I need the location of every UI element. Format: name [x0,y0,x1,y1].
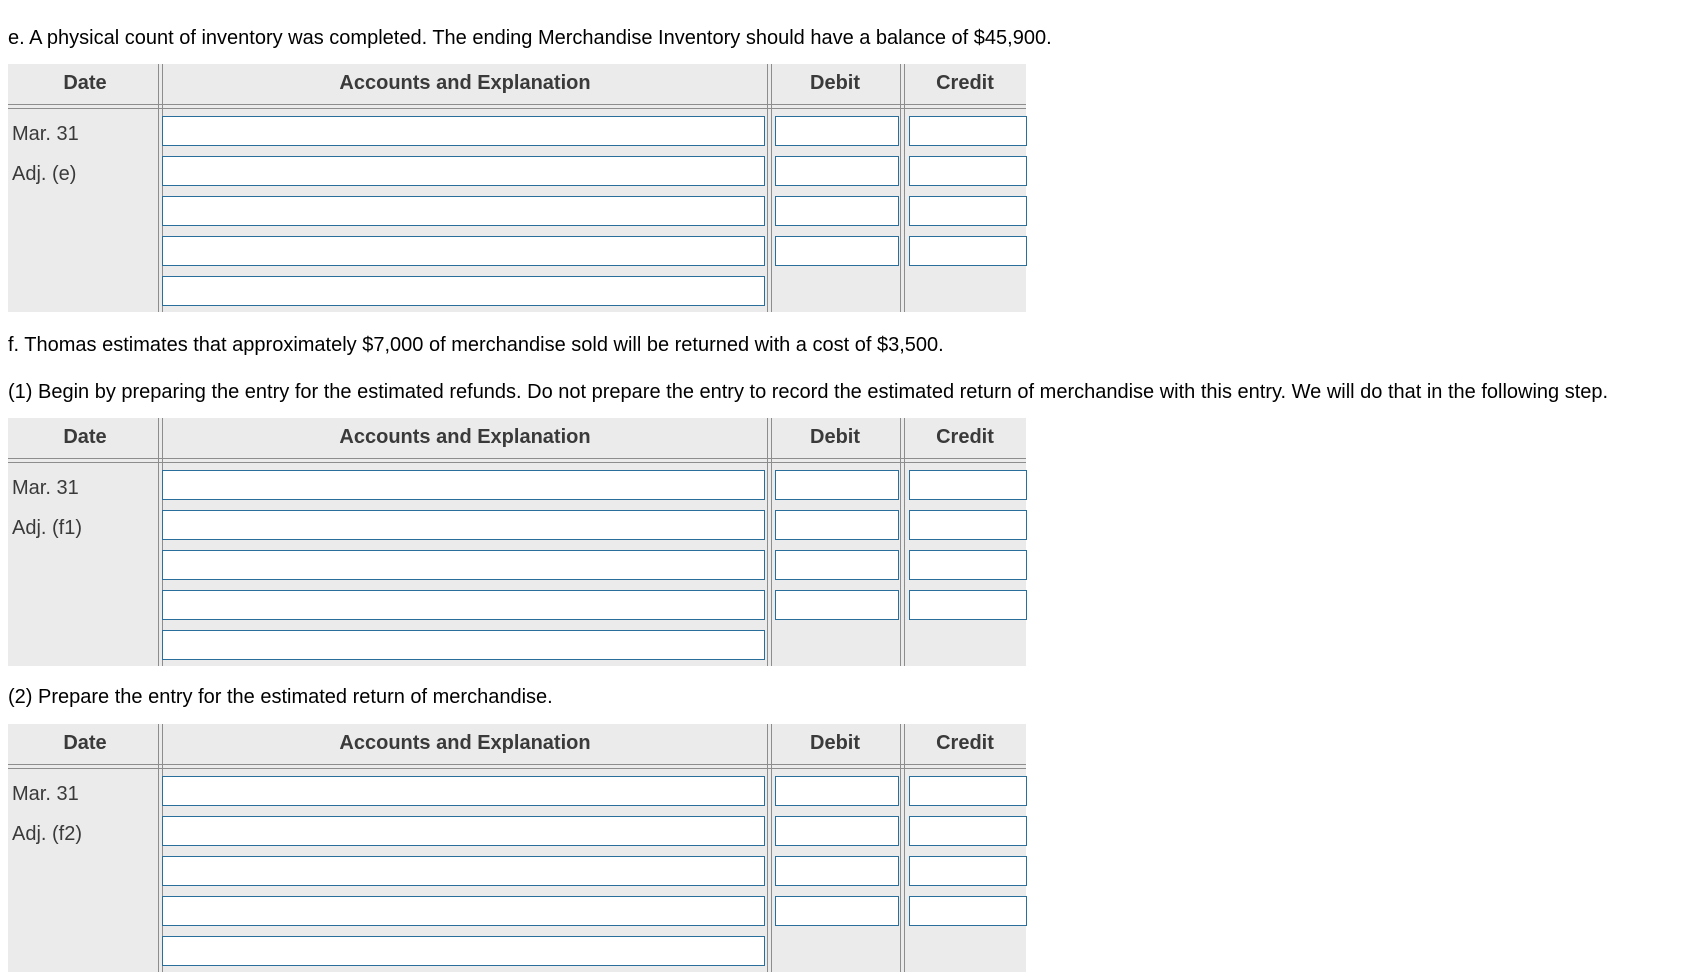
credit-input[interactable] [909,156,1027,186]
column-divider [900,64,905,312]
column-divider [900,724,905,972]
credit-input[interactable] [909,470,1027,500]
header-accounts: Accounts and Explanation [339,426,591,448]
column-divider [767,724,772,972]
date-label: Mar. 31 [12,477,79,499]
credit-input[interactable] [909,776,1027,806]
header-accounts: Accounts and Explanation [339,732,591,754]
credit-input[interactable] [909,896,1027,926]
account-input[interactable] [162,896,765,926]
account-input[interactable] [162,510,765,540]
header-credit: Credit [936,72,994,94]
column-divider [158,724,163,972]
header-debit: Debit [810,732,860,754]
journal-table-e [8,64,1026,312]
debit-input[interactable] [775,816,899,846]
credit-input[interactable] [909,116,1027,146]
column-divider [767,64,772,312]
credit-input[interactable] [909,510,1027,540]
column-divider [900,418,905,666]
header-credit: Credit [936,426,994,448]
credit-input[interactable] [909,550,1027,580]
credit-input[interactable] [909,816,1027,846]
account-input[interactable] [162,196,765,226]
debit-input[interactable] [775,470,899,500]
adjustment-label: Adj. (e) [12,163,77,185]
debit-input[interactable] [775,550,899,580]
debit-input[interactable] [775,196,899,226]
date-label: Mar. 31 [12,783,79,805]
credit-input[interactable] [909,856,1027,886]
debit-input[interactable] [775,856,899,886]
journal-table-f2 [8,724,1026,972]
prompt-f2: (2) Prepare the entry for the estimated return of merchandise. [8,686,553,708]
account-input[interactable] [162,856,765,886]
debit-input[interactable] [775,776,899,806]
account-input[interactable] [162,236,765,266]
account-input[interactable] [162,550,765,580]
credit-input[interactable] [909,590,1027,620]
date-label: Mar. 31 [12,123,79,145]
column-divider [767,418,772,666]
column-divider [158,418,163,666]
debit-input[interactable] [775,156,899,186]
debit-input[interactable] [775,510,899,540]
debit-input[interactable] [775,590,899,620]
adjustment-label: Adj. (f2) [12,823,83,845]
debit-input[interactable] [775,896,899,926]
account-input[interactable] [162,116,765,146]
debit-input[interactable] [775,116,899,146]
explanation-input[interactable] [162,936,765,966]
header-date: Date [63,426,107,448]
account-input[interactable] [162,156,765,186]
account-input[interactable] [162,816,765,846]
header-date: Date [63,72,107,94]
debit-input[interactable] [775,236,899,266]
credit-input[interactable] [909,196,1027,226]
header-credit: Credit [936,732,994,754]
journal-table-f1 [8,418,1026,666]
prompt-f1: (1) Begin by preparing the entry for the estimated refunds. Do not prepare the entry to record the estimated return of merchandise with this entry. We will do that in the following step. [8,381,1609,403]
explanation-input[interactable] [162,630,765,660]
prompt-e: e. A physical count of inventory was completed. The ending Merchandise Inventory should have a balance of $45,900. [8,27,1052,49]
adjustment-label: Adj. (f1) [12,517,83,539]
prompt-f: f. Thomas estimates that approximately $7,000 of merchandise sold will be returned with a cost of $3,500. [8,334,944,356]
explanation-input[interactable] [162,276,765,306]
column-divider [158,64,163,312]
header-accounts: Accounts and Explanation [339,72,591,94]
account-input[interactable] [162,776,765,806]
header-date: Date [63,732,107,754]
credit-input[interactable] [909,236,1027,266]
header-debit: Debit [810,72,860,94]
account-input[interactable] [162,590,765,620]
header-debit: Debit [810,426,860,448]
account-input[interactable] [162,470,765,500]
